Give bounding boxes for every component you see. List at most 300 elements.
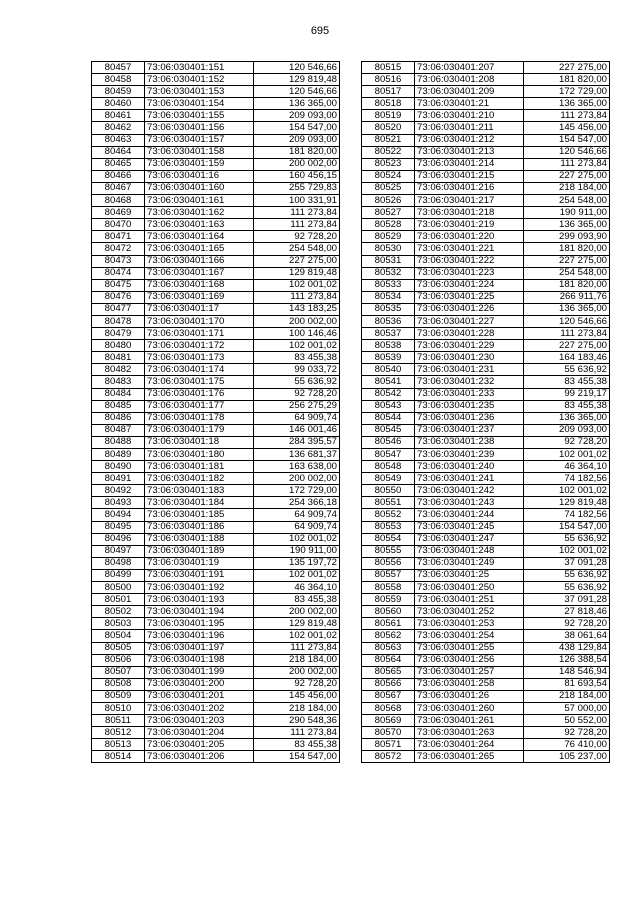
table-row <box>362 545 610 557</box>
table-row <box>92 231 340 243</box>
cadastral-number-cell: 73:06:030401:168 <box>145 279 254 291</box>
row-number-cell: 80483 <box>92 376 145 388</box>
row-number-cell: 80528 <box>362 219 415 231</box>
table-row <box>92 497 340 509</box>
cadastral-number-cell: 73:06:030401:21 <box>415 98 524 110</box>
cadastral-number-cell: 73:06:030401:152 <box>145 74 254 86</box>
table-row <box>92 146 340 158</box>
table-row <box>92 315 340 327</box>
cadastral-number-cell: 73:06:030401:257 <box>415 666 524 678</box>
row-number-cell: 80465 <box>92 158 145 170</box>
cadastral-number-cell: 73:06:030401:215 <box>415 170 524 182</box>
value-cell: 136 365,00 <box>524 219 610 231</box>
value-cell: 100 331,91 <box>254 195 340 207</box>
value-cell: 209 093,00 <box>254 134 340 146</box>
value-cell: 126 388,54 <box>524 654 610 666</box>
cadastral-number-cell: 73:06:030401:213 <box>415 146 524 158</box>
value-cell: 81 693,54 <box>524 678 610 690</box>
value-cell: 143 183,25 <box>254 303 340 315</box>
table-row <box>362 388 610 400</box>
table-row <box>362 412 610 424</box>
cadastral-number-cell: 73:06:030401:255 <box>415 642 524 654</box>
value-cell: 218 184,00 <box>254 702 340 714</box>
cadastral-number-cell: 73:06:030401:237 <box>415 424 524 436</box>
row-number-cell: 80564 <box>362 654 415 666</box>
cadastral-number-cell: 73:06:030401:260 <box>415 702 524 714</box>
table-row <box>362 739 610 751</box>
cadastral-number-cell: 73:06:030401:206 <box>145 751 254 763</box>
value-cell: 64 909,74 <box>254 521 340 533</box>
cadastral-number-cell: 73:06:030401:233 <box>415 388 524 400</box>
value-cell: 227 275,00 <box>524 340 610 352</box>
cadastral-number-cell: 73:06:030401:244 <box>415 509 524 521</box>
value-cell: 136 365,00 <box>524 303 610 315</box>
table-row <box>92 243 340 255</box>
cadastral-number-cell: 73:06:030401:236 <box>415 412 524 424</box>
row-number-cell: 80570 <box>362 727 415 739</box>
value-cell: 129 819,48 <box>524 497 610 509</box>
value-cell: 74 182,56 <box>524 509 610 521</box>
row-number-cell: 80496 <box>92 533 145 545</box>
table-row <box>362 170 610 182</box>
cadastral-number-cell: 73:06:030401:174 <box>145 364 254 376</box>
value-cell: 92 728,20 <box>254 388 340 400</box>
value-cell: 38 061,64 <box>524 630 610 642</box>
table-row <box>92 424 340 436</box>
row-number-cell: 80468 <box>92 195 145 207</box>
value-cell: 136 365,00 <box>254 98 340 110</box>
row-number-cell: 80517 <box>362 86 415 98</box>
cadastral-number-cell: 73:06:030401:250 <box>415 582 524 594</box>
row-number-cell: 80553 <box>362 521 415 533</box>
value-cell: 172 729,00 <box>254 485 340 497</box>
cadastral-number-cell: 73:06:030401:165 <box>145 243 254 255</box>
table-row <box>362 86 610 98</box>
row-number-cell: 80499 <box>92 569 145 581</box>
row-number-cell: 80541 <box>362 376 415 388</box>
value-cell: 227 275,00 <box>524 170 610 182</box>
table-row <box>92 727 340 739</box>
row-number-cell: 80503 <box>92 618 145 630</box>
value-cell: 120 546,66 <box>524 315 610 327</box>
cadastral-number-cell: 73:06:030401:249 <box>415 557 524 569</box>
row-number-cell: 80527 <box>362 207 415 219</box>
row-number-cell: 80551 <box>362 497 415 509</box>
row-number-cell: 80566 <box>362 678 415 690</box>
cadastral-number-cell: 73:06:030401:225 <box>415 291 524 303</box>
cadastral-number-cell: 73:06:030401:235 <box>415 400 524 412</box>
table-row <box>92 74 340 86</box>
value-cell: 37 091,28 <box>524 557 610 569</box>
table-row <box>92 618 340 630</box>
table-row <box>362 509 610 521</box>
cadastral-number-cell: 73:06:030401:261 <box>415 715 524 727</box>
cadastral-number-cell: 73:06:030401:159 <box>145 158 254 170</box>
value-cell: 227 275,00 <box>254 255 340 267</box>
table-row <box>92 412 340 424</box>
table-row <box>92 569 340 581</box>
row-number-cell: 80469 <box>92 207 145 219</box>
row-number-cell: 80512 <box>92 727 145 739</box>
row-number-cell: 80537 <box>362 328 415 340</box>
table-row <box>362 231 610 243</box>
cadastral-number-cell: 73:06:030401:17 <box>145 303 254 315</box>
row-number-cell: 80478 <box>92 315 145 327</box>
row-number-cell: 80479 <box>92 328 145 340</box>
value-cell: 145 456,00 <box>254 690 340 702</box>
cadastral-number-cell: 73:06:030401:238 <box>415 436 524 448</box>
cadastral-number-cell: 73:06:030401:228 <box>415 328 524 340</box>
cadastral-number-cell: 73:06:030401:194 <box>145 606 254 618</box>
row-number-cell: 80459 <box>92 86 145 98</box>
value-cell: 218 184,00 <box>524 182 610 194</box>
table-row <box>92 702 340 714</box>
table-row <box>362 751 610 763</box>
cadastral-number-cell: 73:06:030401:223 <box>415 267 524 279</box>
table-row <box>92 340 340 352</box>
value-cell: 136 365,00 <box>524 412 610 424</box>
table-row <box>362 424 610 436</box>
row-number-cell: 80477 <box>92 303 145 315</box>
value-cell: 129 819,48 <box>254 618 340 630</box>
table-row <box>92 715 340 727</box>
row-number-cell: 80535 <box>362 303 415 315</box>
table-row <box>362 376 610 388</box>
cadastral-number-cell: 73:06:030401:200 <box>145 678 254 690</box>
value-cell: 164 183,46 <box>524 352 610 364</box>
row-number-cell: 80529 <box>362 231 415 243</box>
value-cell: 254 548,00 <box>254 243 340 255</box>
value-cell: 102 001,02 <box>524 449 610 461</box>
value-cell: 27 818,46 <box>524 606 610 618</box>
cadastral-number-cell: 73:06:030401:188 <box>145 533 254 545</box>
value-cell: 163 638,00 <box>254 461 340 473</box>
row-number-cell: 80548 <box>362 461 415 473</box>
table-row <box>92 751 340 763</box>
value-cell: 55 636,92 <box>524 582 610 594</box>
value-cell: 136 365,00 <box>524 98 610 110</box>
row-number-cell: 80498 <box>92 557 145 569</box>
table-row <box>362 715 610 727</box>
row-number-cell: 80525 <box>362 182 415 194</box>
row-number-cell: 80507 <box>92 666 145 678</box>
table-row <box>92 207 340 219</box>
table-row <box>92 642 340 654</box>
value-cell: 290 548,36 <box>254 715 340 727</box>
table-row <box>362 207 610 219</box>
row-number-cell: 80493 <box>92 497 145 509</box>
table-row <box>92 461 340 473</box>
cadastral-number-cell: 73:06:030401:183 <box>145 485 254 497</box>
table-row <box>362 582 610 594</box>
cadastral-number-cell: 73:06:030401:201 <box>145 690 254 702</box>
cadastral-number-cell: 73:06:030401:204 <box>145 727 254 739</box>
row-number-cell: 80539 <box>362 352 415 364</box>
cadastral-number-cell: 73:06:030401:153 <box>145 86 254 98</box>
value-cell: 266 911,76 <box>524 291 610 303</box>
value-cell: 57 000,00 <box>524 702 610 714</box>
cadastral-number-cell: 73:06:030401:205 <box>145 739 254 751</box>
cadastral-number-cell: 73:06:030401:211 <box>415 122 524 134</box>
cadastral-number-cell: 73:06:030401:242 <box>415 485 524 497</box>
table-row <box>92 521 340 533</box>
cadastral-number-cell: 73:06:030401:226 <box>415 303 524 315</box>
row-number-cell: 80509 <box>92 690 145 702</box>
cadastral-number-cell: 73:06:030401:173 <box>145 352 254 364</box>
table-row <box>362 158 610 170</box>
table-row <box>92 509 340 521</box>
table-row <box>92 219 340 231</box>
value-cell: 299 093,90 <box>524 231 610 243</box>
row-number-cell: 80461 <box>92 110 145 122</box>
row-number-cell: 80482 <box>92 364 145 376</box>
value-cell: 181 820,00 <box>524 279 610 291</box>
cadastral-number-cell: 73:06:030401:210 <box>415 110 524 122</box>
row-number-cell: 80458 <box>92 74 145 86</box>
value-cell: 145 456,00 <box>524 122 610 134</box>
row-number-cell: 80504 <box>92 630 145 642</box>
row-number-cell: 80571 <box>362 739 415 751</box>
row-number-cell: 80494 <box>92 509 145 521</box>
row-number-cell: 80463 <box>92 134 145 146</box>
value-cell: 105 237,00 <box>524 751 610 763</box>
table-row <box>92 388 340 400</box>
cadastral-number-cell: 73:06:030401:160 <box>145 182 254 194</box>
cadastral-number-cell: 73:06:030401:254 <box>415 630 524 642</box>
value-cell: 64 909,74 <box>254 509 340 521</box>
value-cell: 92 728,20 <box>524 618 610 630</box>
cadastral-number-cell: 73:06:030401:182 <box>145 473 254 485</box>
cadastral-number-cell: 73:06:030401:207 <box>415 62 524 74</box>
table-row <box>362 352 610 364</box>
cadastral-number-cell: 73:06:030401:162 <box>145 207 254 219</box>
table-row <box>362 497 610 509</box>
value-cell: 209 093,00 <box>254 110 340 122</box>
value-cell: 83 455,38 <box>524 400 610 412</box>
row-number-cell: 80549 <box>362 473 415 485</box>
table-row <box>362 654 610 666</box>
cadastral-number-cell: 73:06:030401:218 <box>415 207 524 219</box>
table-row <box>92 364 340 376</box>
value-cell: 64 909,74 <box>254 412 340 424</box>
row-number-cell: 80544 <box>362 412 415 424</box>
row-number-cell: 80561 <box>362 618 415 630</box>
value-cell: 55 636,92 <box>524 533 610 545</box>
row-number-cell: 80490 <box>92 461 145 473</box>
table-row <box>92 352 340 364</box>
value-cell: 120 546,66 <box>254 86 340 98</box>
table-row <box>362 315 610 327</box>
table-row <box>362 533 610 545</box>
value-cell: 46 364,10 <box>254 582 340 594</box>
value-cell: 154 547,00 <box>254 751 340 763</box>
value-cell: 50 552,00 <box>524 715 610 727</box>
table-row <box>362 473 610 485</box>
cadastral-number-cell: 73:06:030401:176 <box>145 388 254 400</box>
value-cell: 111 273,84 <box>254 207 340 219</box>
cadastral-number-cell: 73:06:030401:151 <box>145 62 254 74</box>
cadastral-number-cell: 73:06:030401:248 <box>415 545 524 557</box>
value-cell: 92 728,20 <box>524 727 610 739</box>
value-cell: 55 636,92 <box>524 364 610 376</box>
cadastral-number-cell: 73:06:030401:265 <box>415 751 524 763</box>
value-cell: 254 548,00 <box>524 195 610 207</box>
row-number-cell: 80471 <box>92 231 145 243</box>
cadastral-number-cell: 73:06:030401:239 <box>415 449 524 461</box>
cadastral-number-cell: 73:06:030401:198 <box>145 654 254 666</box>
cadastral-number-cell: 73:06:030401:16 <box>145 170 254 182</box>
row-number-cell: 80559 <box>362 594 415 606</box>
table-row <box>92 267 340 279</box>
value-cell: 190 911,00 <box>524 207 610 219</box>
value-cell: 255 729,83 <box>254 182 340 194</box>
row-number-cell: 80510 <box>92 702 145 714</box>
value-cell: 111 273,84 <box>524 110 610 122</box>
cadastral-number-cell: 73:06:030401:166 <box>145 255 254 267</box>
row-number-cell: 80518 <box>362 98 415 110</box>
value-cell: 227 275,00 <box>524 255 610 267</box>
table-row <box>92 582 340 594</box>
row-number-cell: 80568 <box>362 702 415 714</box>
value-cell: 154 547,00 <box>524 134 610 146</box>
cadastral-number-cell: 73:06:030401:253 <box>415 618 524 630</box>
cadastral-number-cell: 73:06:030401:189 <box>145 545 254 557</box>
value-cell: 129 819,48 <box>254 74 340 86</box>
value-cell: 254 366,18 <box>254 497 340 509</box>
table-row <box>92 328 340 340</box>
cadastral-number-cell: 73:06:030401:175 <box>145 376 254 388</box>
value-cell: 154 547,00 <box>524 521 610 533</box>
value-cell: 111 273,84 <box>524 158 610 170</box>
table-row <box>92 436 340 448</box>
row-number-cell: 80516 <box>362 74 415 86</box>
row-number-cell: 80464 <box>92 146 145 158</box>
value-cell: 111 273,84 <box>524 328 610 340</box>
row-number-cell: 80513 <box>92 739 145 751</box>
value-cell: 37 091,28 <box>524 594 610 606</box>
row-number-cell: 80502 <box>92 606 145 618</box>
table-row <box>362 110 610 122</box>
value-cell: 102 001,02 <box>254 533 340 545</box>
cadastral-number-cell: 73:06:030401:247 <box>415 533 524 545</box>
table-row <box>92 279 340 291</box>
value-cell: 172 729,00 <box>524 86 610 98</box>
table-row <box>362 340 610 352</box>
table-row <box>362 461 610 473</box>
value-cell: 200 002,00 <box>254 606 340 618</box>
table-row <box>92 134 340 146</box>
value-cell: 83 455,38 <box>254 594 340 606</box>
cadastral-number-cell: 73:06:030401:227 <box>415 315 524 327</box>
row-number-cell: 80538 <box>362 340 415 352</box>
value-cell: 284 395,57 <box>254 436 340 448</box>
cadastral-number-cell: 73:06:030401:252 <box>415 606 524 618</box>
table-row <box>362 74 610 86</box>
table-row <box>362 195 610 207</box>
cadastral-number-cell: 73:06:030401:156 <box>145 122 254 134</box>
table-row <box>92 545 340 557</box>
row-number-cell: 80476 <box>92 291 145 303</box>
cadastral-table-left <box>91 61 340 763</box>
table-row <box>362 557 610 569</box>
table-row <box>92 182 340 194</box>
row-number-cell: 80505 <box>92 642 145 654</box>
row-number-cell: 80534 <box>362 291 415 303</box>
value-cell: 102 001,02 <box>254 279 340 291</box>
cadastral-number-cell: 73:06:030401:179 <box>145 424 254 436</box>
cadastral-number-cell: 73:06:030401:186 <box>145 521 254 533</box>
row-number-cell: 80523 <box>362 158 415 170</box>
value-cell: 200 002,00 <box>254 473 340 485</box>
value-cell: 135 197,72 <box>254 557 340 569</box>
row-number-cell: 80522 <box>362 146 415 158</box>
cadastral-number-cell: 73:06:030401:184 <box>145 497 254 509</box>
row-number-cell: 80506 <box>92 654 145 666</box>
cadastral-number-cell: 73:06:030401:212 <box>415 134 524 146</box>
row-number-cell: 80457 <box>92 62 145 74</box>
table-row <box>92 473 340 485</box>
cadastral-number-cell: 73:06:030401:209 <box>415 86 524 98</box>
row-number-cell: 80514 <box>92 751 145 763</box>
table-row <box>92 303 340 315</box>
cadastral-number-cell: 73:06:030401:181 <box>145 461 254 473</box>
table-row <box>362 243 610 255</box>
value-cell: 55 636,92 <box>254 376 340 388</box>
cadastral-number-cell: 73:06:030401:219 <box>415 219 524 231</box>
cadastral-number-cell: 73:06:030401:163 <box>145 219 254 231</box>
row-number-cell: 80552 <box>362 509 415 521</box>
cadastral-number-cell: 73:06:030401:243 <box>415 497 524 509</box>
value-cell: 438 129,84 <box>524 642 610 654</box>
table-row <box>362 630 610 642</box>
value-cell: 102 001,02 <box>524 545 610 557</box>
cadastral-number-cell: 73:06:030401:171 <box>145 328 254 340</box>
table-row <box>362 569 610 581</box>
value-cell: 190 911,00 <box>254 545 340 557</box>
value-cell: 74 182,56 <box>524 473 610 485</box>
table-row <box>92 376 340 388</box>
table-row <box>92 110 340 122</box>
table-row <box>362 219 610 231</box>
table-row <box>362 449 610 461</box>
row-number-cell: 80536 <box>362 315 415 327</box>
row-number-cell: 80555 <box>362 545 415 557</box>
table-row <box>362 279 610 291</box>
cadastral-number-cell: 73:06:030401:195 <box>145 618 254 630</box>
value-cell: 209 093,00 <box>524 424 610 436</box>
row-number-cell: 80491 <box>92 473 145 485</box>
value-cell: 111 273,84 <box>254 727 340 739</box>
value-cell: 102 001,02 <box>254 569 340 581</box>
page-number: 695 <box>310 25 330 37</box>
cadastral-number-cell: 73:06:030401:208 <box>415 74 524 86</box>
cadastral-number-cell: 73:06:030401:19 <box>145 557 254 569</box>
row-number-cell: 80531 <box>362 255 415 267</box>
cadastral-number-cell: 73:06:030401:251 <box>415 594 524 606</box>
cadastral-number-cell: 73:06:030401:26 <box>415 690 524 702</box>
row-number-cell: 80500 <box>92 582 145 594</box>
cadastral-number-cell: 73:06:030401:241 <box>415 473 524 485</box>
row-number-cell: 80481 <box>92 352 145 364</box>
cadastral-number-cell: 73:06:030401:224 <box>415 279 524 291</box>
value-cell: 102 001,02 <box>524 485 610 497</box>
value-cell: 111 273,84 <box>254 642 340 654</box>
row-number-cell: 80533 <box>362 279 415 291</box>
table-row <box>362 594 610 606</box>
table-row <box>92 533 340 545</box>
table-row <box>92 170 340 182</box>
value-cell: 111 273,84 <box>254 219 340 231</box>
